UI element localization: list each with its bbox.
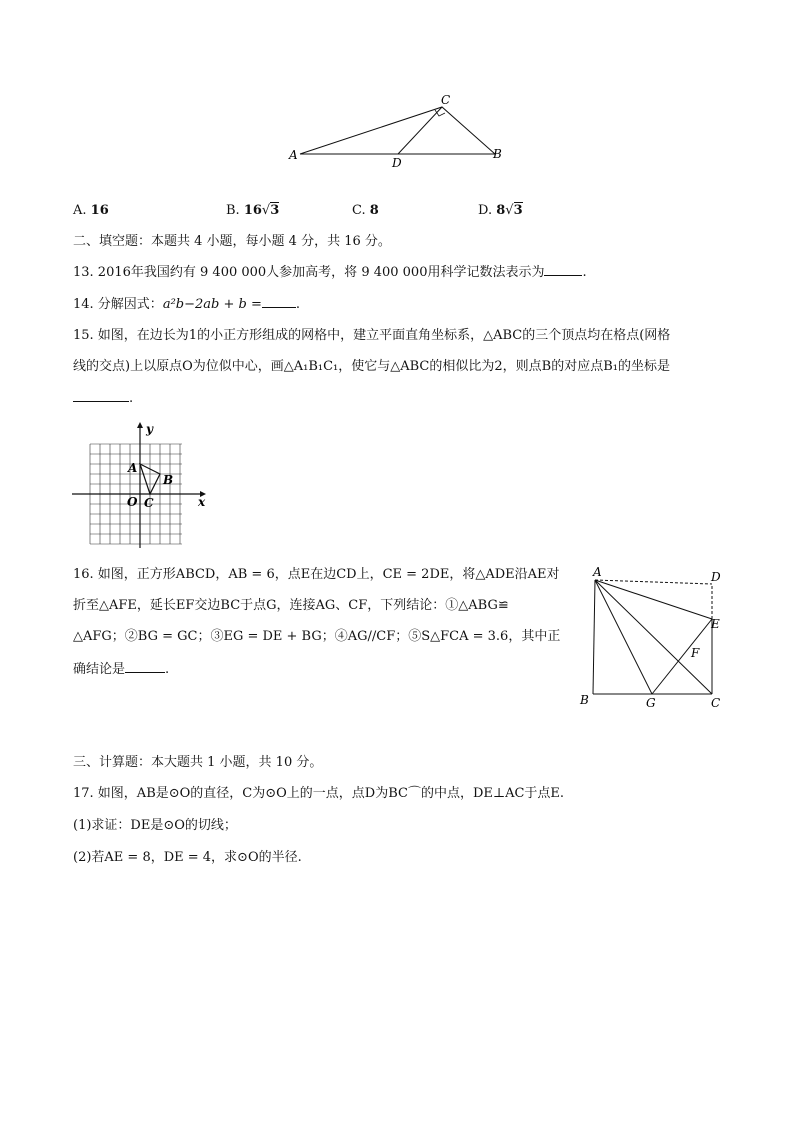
y-axis-arrow [137, 422, 143, 428]
option-value: 8 [369, 203, 379, 218]
q14-prefix: 14. 分解因式： [73, 297, 163, 312]
triangle-figure-q12 [285, 92, 515, 172]
sqrt-sign: √ [261, 203, 271, 218]
label-F: F [691, 646, 700, 660]
q14-end: . [295, 297, 300, 312]
question-16-line2: 折至△AFE，延长EF交边BC于点G，连接AG、CF，下列结论：①△ABG≌ [73, 598, 509, 613]
label-A: A [128, 461, 138, 475]
label-E: E [711, 617, 720, 631]
label-B: B [580, 693, 589, 707]
question-17-part1: (1)求证：DE是⊙O的切线； [73, 818, 237, 833]
segment-ac [595, 580, 712, 694]
question-15-line2: 线的交点)上以原点O为位似中心，画△A₁B₁C₁，使它与△ABC的相似比为2，则点B的对应点B₁的坐标是 [73, 359, 670, 374]
label-x: x [198, 495, 206, 509]
answer-blank[interactable] [125, 660, 165, 673]
question-16-line4 [73, 660, 169, 679]
radicand: 3 [513, 203, 523, 218]
question-15-line1: 15. 如图，在边长为1的小正方形组成的网格中，建立平面直角坐标系，△ABC的三个顶点均在格点(网格 [73, 328, 671, 343]
option-letter: B. [226, 203, 240, 218]
label-C: C [711, 696, 721, 710]
answer-blank[interactable] [73, 389, 129, 402]
question-17-part2: (2)若AE = 8，DE = 4，求⊙O的半径. [73, 850, 302, 865]
label-A: A [593, 565, 602, 579]
option-b [226, 203, 279, 218]
section-3-heading: 三、计算题：本大题共 1 小题，共 10 分。 [73, 755, 323, 770]
q13-end: . [582, 265, 587, 280]
option-letter: A. [73, 203, 87, 218]
q16-end: . [165, 662, 170, 677]
answer-blank[interactable] [544, 263, 582, 276]
question-15-line3 [73, 389, 133, 408]
side-ab [593, 580, 595, 694]
square-figure-q16 [575, 562, 735, 712]
segment-ae [595, 580, 712, 619]
sqrt-sign: √ [505, 203, 514, 218]
question-16-line1: 16. 如图，正方形ABCD，AB = 6，点E在边CD上，CE = 2DE，将△ADE沿AE对 [73, 567, 560, 582]
q16-text: 确结论是 [73, 662, 126, 677]
q14-expression: a²b−2ab + b = [162, 297, 262, 312]
question-17-line1: 17. 如图，AB是⊙O的直径，C为⊙O上的一点，点D为BC⌒的中点，DE⊥AC于点E. [73, 786, 565, 801]
option-value: 16 [90, 203, 109, 218]
option-value: 8 [496, 203, 506, 218]
label-G: G [646, 696, 656, 710]
label-C: C [144, 496, 154, 510]
segment-eg [652, 619, 712, 694]
triangle-outline [300, 107, 495, 154]
dashed-ad [595, 580, 712, 584]
segment-ag [595, 580, 652, 694]
option-letter: C. [352, 203, 366, 218]
label-A: A [289, 148, 298, 162]
q13-text: 13. 2016年我国约有 9 400 000人参加高考，将 9 400 000用科学记数法表示为 [73, 265, 545, 280]
label-B: B [163, 473, 174, 487]
answer-blank[interactable] [262, 295, 296, 308]
question-13 [73, 263, 587, 282]
label-D: D [392, 156, 402, 170]
grid-figure-q15 [72, 420, 212, 550]
q15-end: . [129, 391, 134, 406]
option-a [73, 203, 109, 218]
question-16-line3: △AFG；②BG = GC；③EG = DE + BG；④AG//CF；⑤S△FCA = 3.6，其中正 [73, 629, 561, 644]
option-d [478, 203, 523, 218]
question-14 [73, 295, 300, 314]
section-2-heading: 二、填空题：本题共 4 小题，每小题 4 分，共 16 分。 [73, 234, 391, 249]
label-y: y [146, 422, 153, 436]
radicand: 3 [270, 203, 280, 218]
label-C: C [441, 93, 451, 107]
label-O: O [127, 495, 138, 509]
label-B: B [493, 147, 502, 161]
option-letter: D. [478, 203, 493, 218]
label-D: D [711, 570, 721, 584]
option-c [352, 203, 379, 218]
option-value: 16 [243, 203, 262, 218]
